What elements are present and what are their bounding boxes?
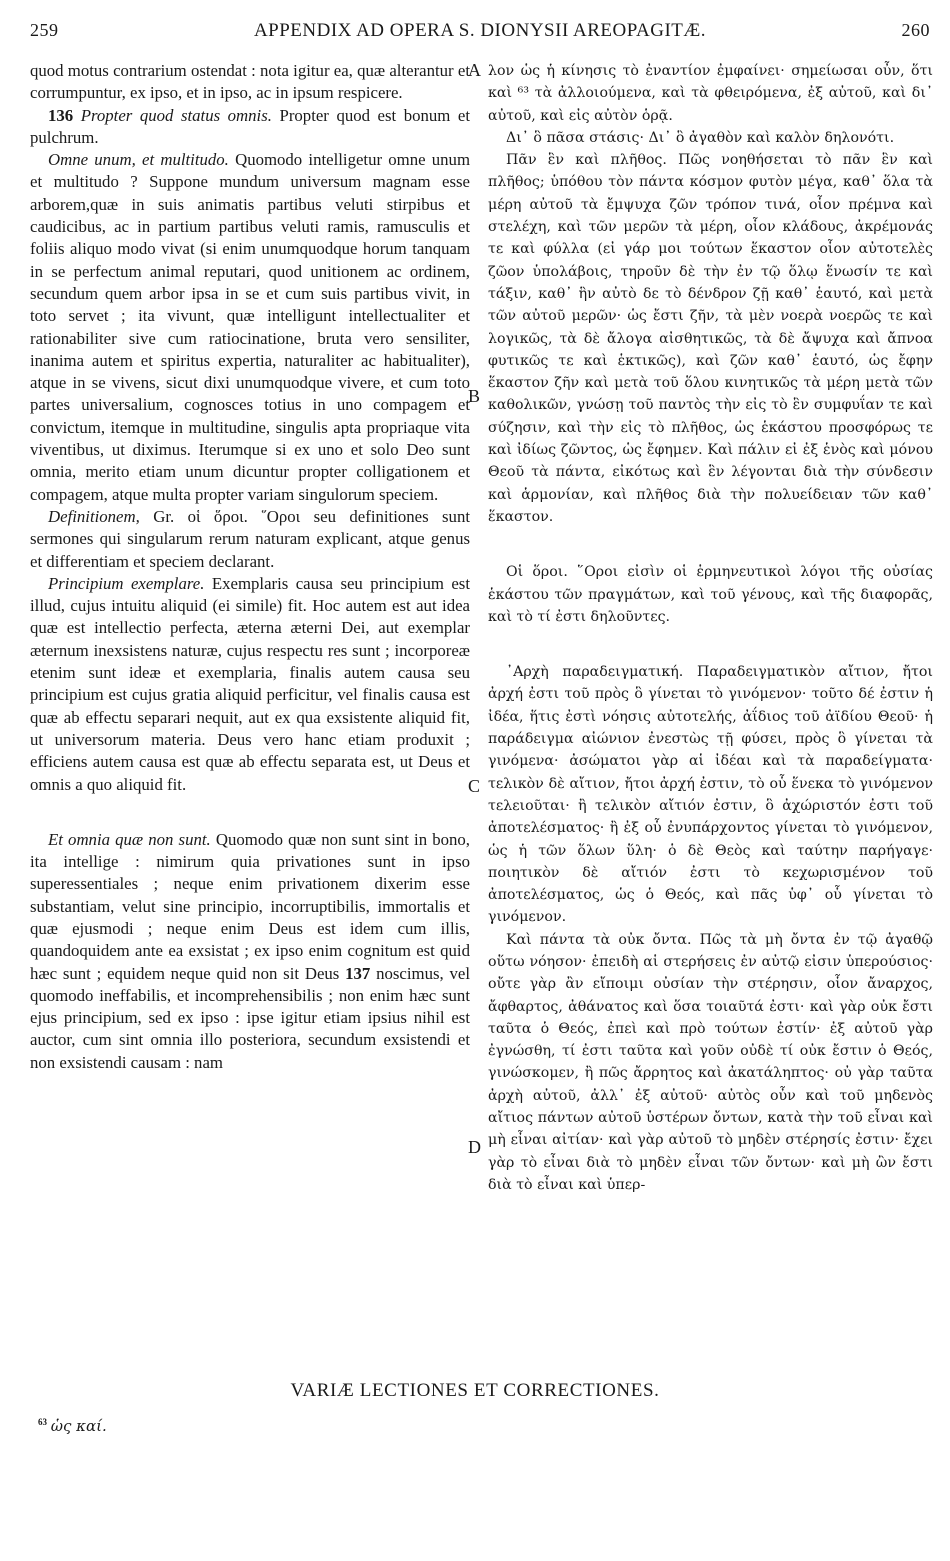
latin-paragraph-2: [30, 105, 470, 150]
footnote-text: ὡς καί.: [50, 1417, 107, 1435]
lemma-propter-quod: Propter quod status omnis.: [80, 105, 272, 125]
greek-paragraph-5: ᾽Αρχὴ παραδειγματική. Παραδειγματικὸν αἴτιον, ἤτοι ἀρχή ἐστι τοῦ πρὸς ὃ γίνεται τὸ γινόμενον· τοῦτο δέ ἐστιν ἡ ἰδέα, ἥτις ἐστὶ νόησις αὐτοτελής, ἀΐδιος τοῦ ἀϊδίου Θεοῦ· ἡ παράδειγμα αἰώνιον ἐνεστὼς τῇ φύσει, πρὸς ὃ γίνεται τὰ γινόμενα· ἀσώματοι γὰρ αἱ ἰδέαι καὶ τὰ παραδείγματα· τελικὸν δὲ αἴτιον, ἤτοι ἀρχή ἐστιν, τὸ οὗ ἕνεκα τὸ γινόμενον τελειοῦται· ἢ τελικὸν αἴτιόν ἐστιν, ὃ ἀχώριστόν ἐστι τοῦ ἀποτελέσματος· ἢ ἐξ οὗ ἐνυπάρχοντος γίνεται τὸ γινόμενον, ὡς ἡ τῶν ὅλων ὕλη· ὁ δὲ Θεὸς καὶ ταύτην παρήγαγε· ποιητικὸν δὲ αἴτιόν ἐστι τὸ κεχωρισμένον τοῦ ἀποτελέσματος, ὡς ὁ Θεός, καὶ πᾶς ὑφ᾽ οὗ γίνεται τὸ γινόμενον.: [488, 664, 933, 926]
running-head: [30, 14, 930, 44]
section-number-137: 137: [345, 963, 371, 983]
latin-paragraph-4: [30, 506, 470, 573]
lemma-principium-exemplare: Principium exemplare.: [48, 573, 205, 593]
greek-paragraph-3: Πᾶν ἓν καὶ πλῆθος. Πῶς νοηθήσεται τὸ πᾶν ἓν καὶ πλῆθος; ὑπόθου τὸν πάντα κόσμον φυτὸν μέγα, καθ᾽ ὅλα τὰ μέρη αὐτοῦ τὰ ἔμψυχα ζῶν τρόπον τινά, οἷον πρέμνα καὶ στελέχη, καὶ τῶν μερῶν τὰ μέρη, οἷον κλάδους, ἀκρέμονάς τε καὶ φύλλα (εἰ γάρ μοι τούτων ἕκαστον οἷον αὐτοτελὲς ζῶον ὑπολάβοις, τηροῦν δὲ τὴν ἐν τῷ ὅλῳ ἕνωσίν τε καὶ τάξιν, καθ᾽ ἣν αὐτὸ δε τὸ δένδρον ζῇ καθ᾽ ἑαυτό, καὶ μετὰ τῶν αὐτοῦ μερῶν· ὡς ἔστι ζῆν, τὰ μὲν νοερὰ νοερῶς τε καὶ λογικῶς, τὰ δὲ ἄλογα αἰσθητικῶς, τὰ δὲ ἄψυχα καὶ ἄπνοα φυτικῶς τε καὶ ἑκτικῶς), καὶ ζῶν καθ᾽ ἑαυτό, ὡς ἔφην ἕκαστον ζῆν καὶ μετὰ τοῦ ὅλου κινητικῶς τὰ μέρη μετὰ τῶν καθολικῶν, γνώσῃ τοῦ παντὸς τὴν εἰς τὸ ἓν συμφυΐαν τε καὶ σύζησιν, καὶ τὴν εἰς τὸ πλῆθος, ὡς ἑκάστου προσφόρως τε καὶ ἰδίως ζῶντος, ὡς ἔφημεν. Καὶ πάλιν εἰ ἐξ ἑνὸς καὶ μόνου Θεοῦ τὰ πάντα, εἰκότως καὶ ἓν λέγονται διὰ τὴν σύνδεσιν καὶ ἁρμονίαν, καὶ πλῆθος διὰ τὴν πολυείδειαν τῶν καθ᾽ ἕκαστον.: [488, 152, 933, 525]
latin-paragraph-3: [30, 149, 470, 506]
latin-column: [30, 60, 470, 1074]
latin-paragraph-2-text: Propter quod est bonum et pulchrum.: [30, 105, 470, 147]
lemma-definitionem: Definitionem,: [48, 506, 140, 526]
greek-paragraph-6: Καὶ πάντα τὰ οὐκ ὄντα. Πῶς τὰ μὴ ὄντα ἐν τῷ ἀγαθῷ οὕτω νόησον· ἐπειδὴ αἱ στερήσεις ἐν αὐτῷ εἰσιν ὑπερούσιος· οὔτε γὰρ ἂν εἴποιμι οὐσίαν τὴν στέρησιν, οἷον ἄναρχος, ἄφθαρτος, ἀθάνατος καὶ ὅσα τοιαῦτά ἐστι· καὶ γὰρ οὐκ ἔστι ταῦτα ὁ Θεός, ἐπεὶ καὶ πρὸ τούτων ἐστίν· ἐξ αὐτοῦ γὰρ ἐγνώσθη, τί ἐστι ταῦτα καὶ γοῦν οὐδὲ τί οὐκ ἔστιν ὁ Θεός, γινώσκομεν, ἢ πῶς ἄρρητος καὶ ἀκατάληπτος· οὐ γὰρ ταῦτα ἀρχὴ αὐτοῦ, ἀλλ᾽ ἐξ αὐτοῦ· αὐτὸς οὖν καὶ τοῦ μηδενὸς αἴτιος πάντων αὐτοῦ ὑστέρων ὄντων, κατὰ τὴν τοῦ εἶναι καὶ μὴ εἶναι αἰτίαν· καὶ γὰρ αὐτοῦ τὸ μηδὲν στέρησίς ἐστιν· ἔχει γὰρ τὸ εἶναι διὰ τὸ μηδὲν εἶναι τῶν ὄντων· καὶ μὴ ὢν ἔστι διὰ τὸ εἶναι καὶ ὑπερ-: [488, 931, 933, 1193]
greek-paragraph-4: Οἱ ὅροι. ῞Οροι εἰσὶν οἱ ἑρμηνευτικοὶ λόγοι τῆς οὐσίας ἑκάστου τῶν πραγμάτων, καὶ τοῦ γένους, καὶ τῆς διαφορᾶς, καὶ τὸ τί ἐστι δηλοῦντες.: [488, 564, 933, 625]
latin-paragraph-6-text-b: noscimus, vel quomodo ineffabilis, et incomprehensibilis ; non enim hæc sunt ejus principium, sed ex ipso : ipse igitur etiam ipsius nihil est auctor, cum sint omnia illo posteriora, secundum exsistendi et non exsistendi causam : nam: [30, 963, 470, 1072]
footnote-number: 63: [38, 1417, 47, 1427]
margin-marker-b: B: [468, 386, 481, 406]
lemma-omne-unum: Omne unum, et multitudo.: [48, 150, 229, 170]
latin-paragraph-4-text: seu definitiones sunt sermones qui singularum rerum naturam explicant, atque genus et differentiam et speciem declarant.: [30, 506, 470, 571]
latin-paragraph-5-text: Exemplaris causa seu principium est illud, cujus intuitu aliquid (ei simile) fit. Hoc autem est aut idea quæ est intellectio perfecta, æterna æterni Dei, aut exemplar æternum inexsistens naturæ, cujus respectu res sunt ; incorporeæ etenim sunt ideæ et exemplaria, finalis autem causa seu principium est cujus gratia aliquid perficitur, vel finalis causa est quæ ab effectu separari nequit, aut ex qua exsistente aliquid fit, ut universorum materia. Deus vero hanc etiam produxit ; efficiens autem causa est quæ ab effectu separata est, ut Deus et omnis a quo aliquid fit.: [30, 573, 470, 794]
latin-paragraph-1: quod motus contrarium ostendat : nota igitur ea, quæ alterantur et corrumpuntur, ex ipso, et in ipso, ac in ipsum respicere.: [30, 61, 470, 103]
lemma-et-omnia: Et omnia quæ non sunt.: [48, 829, 211, 849]
greek-paragraph-1: λον ὡς ἡ κίνησις τὸ ἐναντίον ἐμφαίνει· σημείωσαι οὖν, ὅτι καὶ ⁶³ τὰ ἀλλοιούμενα, καὶ τὰ φθειρόμενα, ἐξ αὐτοῦ, καὶ δι᾽ αὐτοῦ, καὶ εἰς αὐτὸν ὁρᾷ.: [488, 63, 933, 124]
greek-column: [488, 60, 933, 1196]
latin-paragraph-3-text: Quomodo intelligetur omne unum et multitudo ? Suppone mundum universum magnam esse arborem,quæ in suis animatis partibus veluti stirpibus et caudicibus, ac in partium partibus veluti ramis, ramusculis et foliis aliquo modo vivat (si enim unumquodque horum tanquam in se perfectum animal reputari, quod unitionem ac ordinem, secundum quem arbor ipsa in se et cum suis partibus vivit, in toto servet ; ita vivunt, quæ intelligunt intellectualiter et rationabiliter sive cum ratiocinatione, bruta vero sensiliter, inanima autem et spiritus expertia, naturaliter ac habitualiter), atque in se vivens, sicut dixi unumquodque vivere, et cum toto partes universalium, cognosces totius in uno compagem et convictum, itemque in multitudine, singulis apta propriaque vita viventibus, ut diximus. Iterumque si ex uno et solo Deo sunt omnia, merito etiam unum dicuntur propter colligationem et compagem, atque multa propter variam singulorum speciem.: [30, 150, 470, 504]
latin-paragraph-6: [30, 829, 470, 1074]
latin-paragraph-5: [30, 573, 470, 796]
running-title: APPENDIX AD OPERA S. DIONYSII AREOPAGITÆ.: [253, 20, 707, 41]
margin-marker-d: D: [468, 1137, 481, 1157]
margin-marker-a: A: [468, 60, 481, 80]
latin-paragraph-4-greek: Gr. οἱ ὅροι. ῞Οροι: [139, 506, 301, 526]
margin-marker-c: C: [468, 776, 481, 796]
latin-paragraph-6-text-a: Quomodo quæ non sunt sint in bono, ita intellige : nimirum quia privationes sunt in ipso superessentiales ; neque enim privationem dixerim esse substantiam, velut sine principio, incorruptibilis, immortalis et quæ ejusmodi ; neque enim Deus est idem cum illis, quandoquidem ante ea exsistat ; ex ipso enim cognitum est quid hæc sunt ; equidem neque quid non sit Deus: [30, 829, 470, 983]
greek-paragraph-2: Δι᾽ ὃ πᾶσα στάσις· Δι᾽ ὃ ἀγαθὸν καὶ καλὸν δηλονότι.: [506, 129, 895, 146]
page-number-left: 259: [30, 20, 59, 40]
footnote: [38, 1417, 107, 1436]
variae-lectiones-heading: VARIÆ LECTIONES ET CORRECTIONES.: [290, 1380, 660, 1401]
section-number-136: 136: [48, 105, 74, 125]
page-number-right: 260: [901, 20, 930, 40]
